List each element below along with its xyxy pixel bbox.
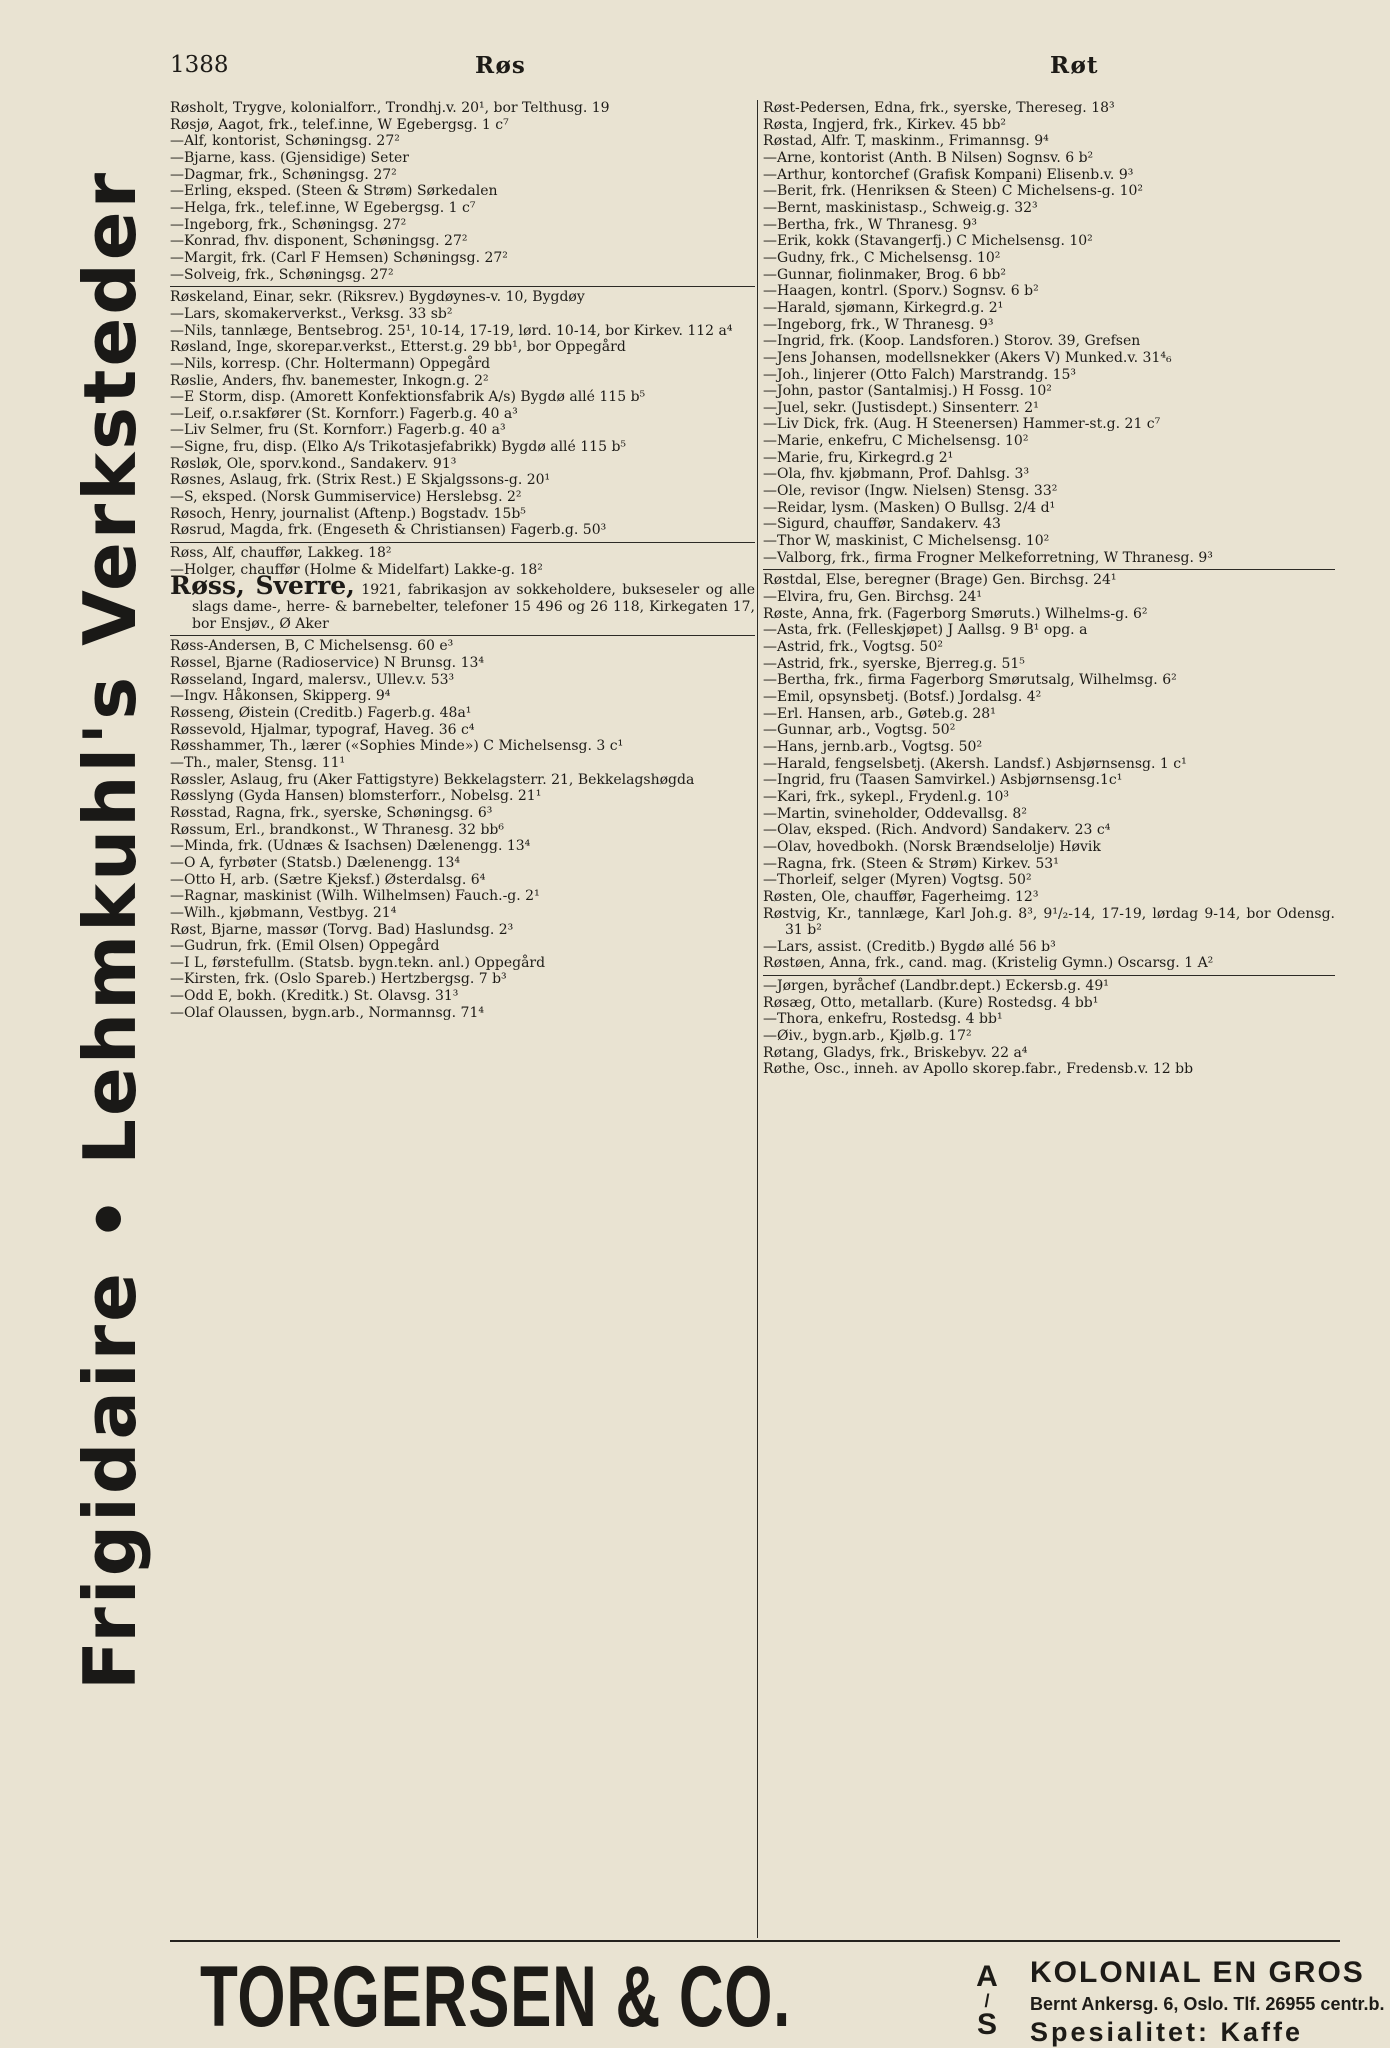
directory-entry: —Asta, frk. (Felleskjøpet) J Aallsg. 9 B¹ opg. a: [763, 622, 1088, 639]
directory-entry: —Ola, fhv. kjøbmann, Prof. Dahlsg. 3³: [763, 466, 1030, 483]
directory-entry: Røsløk, Ole, sporv.kond., Sandakerv. 91³: [170, 455, 457, 472]
directory-entry: —Thora, enkefru, Rostedsg. 4 bb¹: [763, 1011, 1003, 1028]
directory-entry: —Nils, tannlæge, Bentsebrog. 25¹, 10-14, 17-19, lørd. 10-14, bor Kirkev. 112 a⁴: [170, 322, 733, 339]
side-ad-text: Frigidaire • Lehmkuhl's Verksteder: [67, 169, 152, 1691]
left-column: [170, 100, 755, 1950]
directory-entry: —Astrid, frk., syerske, Bjerreg.g. 51⁵: [763, 655, 1025, 672]
directory-entry: —Jørgen, byråchef (Landbr.dept.) Eckersb.g. 49¹: [763, 975, 1335, 995]
directory-entry: Røst-Pedersen, Edna, frk., syerske, Thereseg. 18³: [763, 100, 1115, 116]
directory-entry: —Liv Selmer, fru (St. Kornforr.) Fagerb.g. 40 a³: [170, 422, 506, 439]
directory-entry: —Lars, assist. (Creditb.) Bygdø allé 56 b³: [763, 938, 1056, 955]
directory-entry: Røsland, Inge, skorepar.verkst., Etterst.g. 29 bb¹, bor Oppegård: [170, 339, 626, 356]
directory-entry: —Gunnar, fiolinmaker, Brog. 6 bb²: [763, 266, 1006, 283]
directory-entry: —Arthur, kontorchef (Grafisk Kompani) Elisenb.v. 9³: [763, 166, 1134, 183]
directory-entry: —E Storm, disp. (Amorett Konfektionsfabrik A/s) Bygdø allé 115 b⁵: [170, 389, 646, 406]
directory-entry: —Margit, frk. (Carl F Hemsen) Schøningsg. 27²: [170, 249, 508, 266]
ad-line-1: KOLONIAL EN GROS: [1030, 1956, 1365, 1989]
directory-entry: —Liv Dick, frk. (Aug. H Steenersen) Hammer-st.g. 21 c⁷: [763, 416, 1161, 433]
directory-entry: —Solveig, frk., Schøningsg. 27²: [170, 266, 394, 283]
directory-entry: —Ingeborg, frk., Schøningsg. 27²: [170, 216, 407, 233]
directory-entry: Røsslyng (Gyda Hansen) blomsterforr., Nobelsg. 21¹: [170, 788, 542, 805]
entry-bold-name: Røss, Sverre,: [170, 571, 355, 601]
directory-entry: —Th., maler, Stensg. 11¹: [170, 754, 346, 771]
directory-entry: —Erik, kokk (Stavangerfj.) C Michelsensg. 10²: [763, 233, 1093, 250]
page-header: [0, 52, 1390, 92]
right-guide-word: Røt: [1050, 52, 1099, 79]
directory-entry: [170, 571, 755, 632]
directory-entry: —Jens Johansen, modellsnekker (Akers V) Munked.v. 31⁴₆: [763, 349, 1172, 366]
directory-entry: Røss-Andersen, B, C Michelsensg. 60 e³: [170, 635, 755, 655]
directory-entry: —Otto H, arb. (Sætre Kjeksf.) Østerdalsg. 6⁴: [170, 871, 486, 888]
directory-entry: —Thor W, maskinist, C Michelsensg. 10²: [763, 533, 1050, 550]
directory-entry: Røslie, Anders, fhv. banemester, Inkogn.g. 2²: [170, 372, 489, 389]
directory-entry: Røsjø, Aagot, frk., telef.inne, W Egebergsg. 1 c⁷: [170, 116, 509, 133]
directory-entry: —Kirsten, frk. (Oslo Spareb.) Hertzbergsg. 7 b³: [170, 971, 507, 988]
directory-entry: —Hans, jernb.arb., Vogtsg. 50²: [763, 738, 983, 755]
directory-entry: —Helga, frk., telef.inne, W Egebergsg. 1 c⁷: [170, 199, 476, 216]
directory-entry: Røstvig, Kr., tannlæge, Karl Joh.g. 8³, 9¹/₂-14, 17-19, lørdag 9-14, bor Odensg. 31 b²: [763, 905, 1335, 939]
directory-entry: —Signe, fru, disp. (Elko A/s Trikotasjefabrikk) Bygdø allé 115 b⁵: [170, 439, 627, 456]
directory-entry: —Wilh., kjøbmann, Vestbyg. 21⁴: [170, 904, 397, 921]
directory-entry: Røtang, Gladys, frk., Briskebyv. 22 a⁴: [763, 1044, 1028, 1061]
directory-entry: —Joh., linjerer (Otto Falch) Marstrandg. 15³: [763, 366, 1077, 383]
directory-entry: —Sigurd, chauffør, Sandakerv. 43: [763, 516, 1001, 533]
directory-entry: —Leif, o.r.sakfører (St. Kornforr.) Fagerb.g. 40 a³: [170, 405, 518, 422]
directory-entry: —Øiv., bygn.arb., Kjølb.g. 17²: [763, 1028, 972, 1045]
directory-entry: —Bertha, frk., W Thranesg. 9³: [763, 216, 977, 233]
directory-entry: —Martin, svineholder, Oddevallsg. 8²: [763, 805, 1027, 822]
directory-entry: Røsten, Ole, chauffør, Fagerheimg. 12³: [763, 888, 1039, 905]
directory-entry: —Nils, korresp. (Chr. Holtermann) Oppegård: [170, 355, 491, 372]
directory-entry: Røsstad, Ragna, frk., syerske, Schøningsg. 6³: [170, 804, 493, 821]
left-guide-word: Røs: [475, 52, 526, 79]
directory-entry: Røsæg, Otto, metallarb. (Kure) Rostedsg. 4 bb¹: [763, 994, 1099, 1011]
directory-entry: —Marie, enkefru, C Michelsensg. 10²: [763, 433, 1029, 450]
ad-as-top: A: [976, 1960, 998, 1993]
entry-rest: 1921, fabrikasjon av sokkeholdere, bukseseler og alle slags dame-, herre- & barnebelter, telefoner 15 496 og 26 118, Kirkegaten 17, bor Ensjøv., Ø Aker: [192, 582, 755, 632]
directory-entry: —Erling, eksped. (Steen & Strøm) Sørkedalen: [170, 183, 498, 200]
directory-entry: —Ragnar, maskinist (Wilh. Wilhelmsen) Fauch.-g. 2¹: [170, 888, 540, 905]
directory-entry: —Ole, revisor (Ingw. Nielsen) Stensg. 33²: [763, 483, 1058, 500]
directory-entry: Røste, Anna, frk. (Fagerborg Smøruts.) Wilhelms-g. 6²: [763, 605, 1148, 622]
ad-line-3: Spesialitet: Kaffe: [1030, 2017, 1304, 2047]
directory-entry: Røsseng, Øistein (Creditb.) Fagerb.g. 48a¹: [170, 704, 472, 721]
directory-entry: —Ingrid, frk. (Koop. Landsforen.) Storov. 39, Grefsen: [763, 333, 1141, 350]
directory-entry: Røsnes, Aslaug, frk. (Strix Rest.) E Skjalgssons-g. 20¹: [170, 472, 551, 489]
directory-entry: Røsseland, Ingard, malersv., Ullev.v. 53³: [170, 671, 455, 688]
directory-entry: —Gudny, frk., C Michelsensg. 10²: [763, 249, 1001, 266]
directory-entry: Røssel, Bjarne (Radioservice) N Brunsg. 13⁴: [170, 655, 484, 671]
directory-entry: —Emil, opsynsbetj. (Botsf.) Jordalsg. 4²: [763, 688, 1042, 705]
directory-entry: —Odd E, bokh. (Kreditk.) St. Olavsg. 31³: [170, 988, 459, 1005]
directory-entry: —Konrad, fhv. disponent, Schøningsg. 27²: [170, 233, 468, 250]
directory-entry: —Marie, fru, Kirkegrd.g 2¹: [763, 449, 954, 466]
page-number: 1388: [170, 52, 229, 78]
directory-entry: —O A, fyrbøter (Statsb.) Dælenengg. 13⁴: [170, 854, 461, 871]
ad-line-2: Bernt Ankersg. 6, Oslo. Tlf. 26955 centr.b.: [1030, 1994, 1385, 2014]
directory-entry: Røssevold, Hjalmar, typograf, Haveg. 36 c⁴: [170, 721, 475, 738]
directory-entry: —Elvira, fru, Gen. Birchsg. 24¹: [763, 589, 982, 606]
directory-entry: —Bertha, frk., firma Fagerborg Smørutsalg, Wilhelmsg. 6²: [763, 672, 1177, 689]
ad-as-bottom: S: [976, 2008, 997, 2041]
directory-entry: —Olaf Olaussen, bygn.arb., Normannsg. 71⁴: [170, 1004, 484, 1021]
ad-company-name: TORGERSEN & CO.: [200, 1949, 792, 2045]
right-column: [763, 100, 1335, 1950]
directory-entry: —Valborg, frk., firma Frogner Melkeforretning, W Thranesg. 9³: [763, 549, 1213, 566]
side-advertisement: [62, 150, 157, 1710]
directory-entry: —Dagmar, frk., Schøningsg. 27²: [170, 166, 397, 183]
directory-entry: —Ingrid, fru (Taasen Samvirkel.) Asbjørnsensg.1c¹: [763, 772, 1123, 789]
directory-entry: —Minda, frk. (Udnæs & Isachsen) Dælenengg. 13⁴: [170, 838, 531, 855]
ad-details: [1030, 1956, 1385, 2048]
directory-entry: —Alf, kontorist, Schøningsg. 27²: [170, 133, 400, 150]
directory-entry: Røsoch, Henry, journalist (Aftenp.) Bogstadv. 15b⁵: [170, 505, 526, 522]
directory-entry: —Juel, sekr. (Justisdept.) Sinsenterr. 2¹: [763, 399, 1039, 416]
directory-entry: Røstøen, Anna, frk., cand. mag. (Kristelig Gymn.) Oscarsg. 1 A²: [763, 955, 1214, 972]
directory-entry: —Bernt, maskinistasp., Schweig.g. 32³: [763, 199, 1038, 216]
directory-entry: Røst, Bjarne, massør (Torvg. Bad) Haslundsg. 2³: [170, 921, 514, 938]
directory-entry: Røskeland, Einar, sekr. (Riksrev.) Bygdøynes-v. 10, Bygdøy: [170, 286, 755, 306]
directory-entry: —Olav, eksped. (Rich. Andvord) Sandakerv. 23 c⁴: [763, 822, 1111, 839]
directory-entry: —Lars, skomakerverkst., Verksg. 33 sb²: [170, 305, 453, 322]
directory-entry: —Bjarne, kass. (Gjensidige) Seter: [170, 149, 409, 166]
directory-entry: —Berit, frk. (Henriksen & Steen) C Michelsens-g. 10²: [763, 183, 1144, 200]
directory-entry: —I L, førstefullm. (Statsb. bygn.tekn. anl.) Oppegård: [170, 954, 546, 971]
directory-entry: —Erl. Hansen, arb., Gøteb.g. 28¹: [763, 705, 996, 722]
directory-entry: —Holger, chauffør (Holme & Midelfart) Lakke-g. 18²: [170, 561, 543, 578]
directory-entry: Røstad, Alfr. T, maskinm., Frimannsg. 9⁴: [763, 133, 1049, 150]
directory-entry: Røsrud, Magda, frk. (Engeseth & Christiansen) Fagerb.g. 50³: [170, 522, 607, 539]
directory-entry: —Kari, frk., sykepl., Frydenl.g. 10³: [763, 788, 1010, 805]
column-divider: [757, 100, 758, 1938]
directory-entry: Røthe, Osc., inneh. av Apollo skorep.fabr., Fredensb.v. 12 bb: [763, 1061, 1194, 1078]
bottom-advertisement: [170, 1940, 1385, 2047]
ad-as-mark: A / S: [976, 1960, 998, 2041]
directory-entry: —Harald, sjømann, Kirkegrd.g. 2¹: [763, 299, 1004, 316]
directory-entry: —Harald, fengselsbetj. (Akersh. Landsf.) Asbjørnsensg. 1 c¹: [763, 755, 1187, 772]
directory-entry: —Astrid, frk., Vogtsg. 50²: [763, 639, 943, 655]
directory-entry: Røss, Alf, chauffør, Lakkeg. 18²: [170, 542, 755, 562]
directory-entry: —John, pastor (Santalmisj.) H Fossg. 10²: [763, 383, 1052, 400]
directory-entry: Røsta, Ingjerd, frk., Kirkev. 45 bb²: [763, 116, 1007, 133]
directory-entry: —Ragna, frk. (Steen & Strøm) Kirkev. 53¹: [763, 855, 1059, 872]
directory-entry: —Haagen, kontrl. (Sporv.) Sognsv. 6 b²: [763, 283, 1039, 300]
directory-entry: —Gunnar, arb., Vogtsg. 50²: [763, 722, 956, 739]
directory-entry: —Thorleif, selger (Myren) Vogtsg. 50²: [763, 872, 1032, 889]
directory-entry: —Olav, hovedbokh. (Norsk Brændselolje) Høvik: [763, 838, 1101, 855]
directory-entry: Røssler, Aslaug, fru (Aker Fattigstyre) Bekkelagsterr. 21, Bekkelagshøgda: [170, 771, 695, 788]
directory-entry: Røssum, Erl., brandkonst., W Thranesg. 32 bb⁶: [170, 821, 504, 838]
directory-entry: Røsholt, Trygve, kolonialforr., Trondhj.v. 20¹, bor Telthusg. 19: [170, 100, 610, 116]
directory-entry: —Ingeborg, frk., W Thranesg. 9³: [763, 316, 994, 333]
directory-entry: Røstdal, Else, beregner (Brage) Gen. Birchsg. 24¹: [763, 569, 1335, 589]
directory-entry: —S, eksped. (Norsk Gummiservice) Herslebsg. 2²: [170, 489, 522, 506]
directory-entry: Røsshammer, Th., lærer («Sophies Minde») C Michelsensg. 3 c¹: [170, 738, 624, 755]
directory-entry: —Gudrun, frk. (Emil Olsen) Oppegård: [170, 938, 440, 955]
directory-entry: —Ingv. Håkonsen, Skipperg. 9⁴: [170, 688, 391, 705]
directory-entry: —Arne, kontorist (Anth. B Nilsen) Sognsv. 6 b²: [763, 149, 1094, 166]
directory-entry: —Reidar, lysm. (Masken) O Bullsg. 2/4 d¹: [763, 499, 1056, 516]
